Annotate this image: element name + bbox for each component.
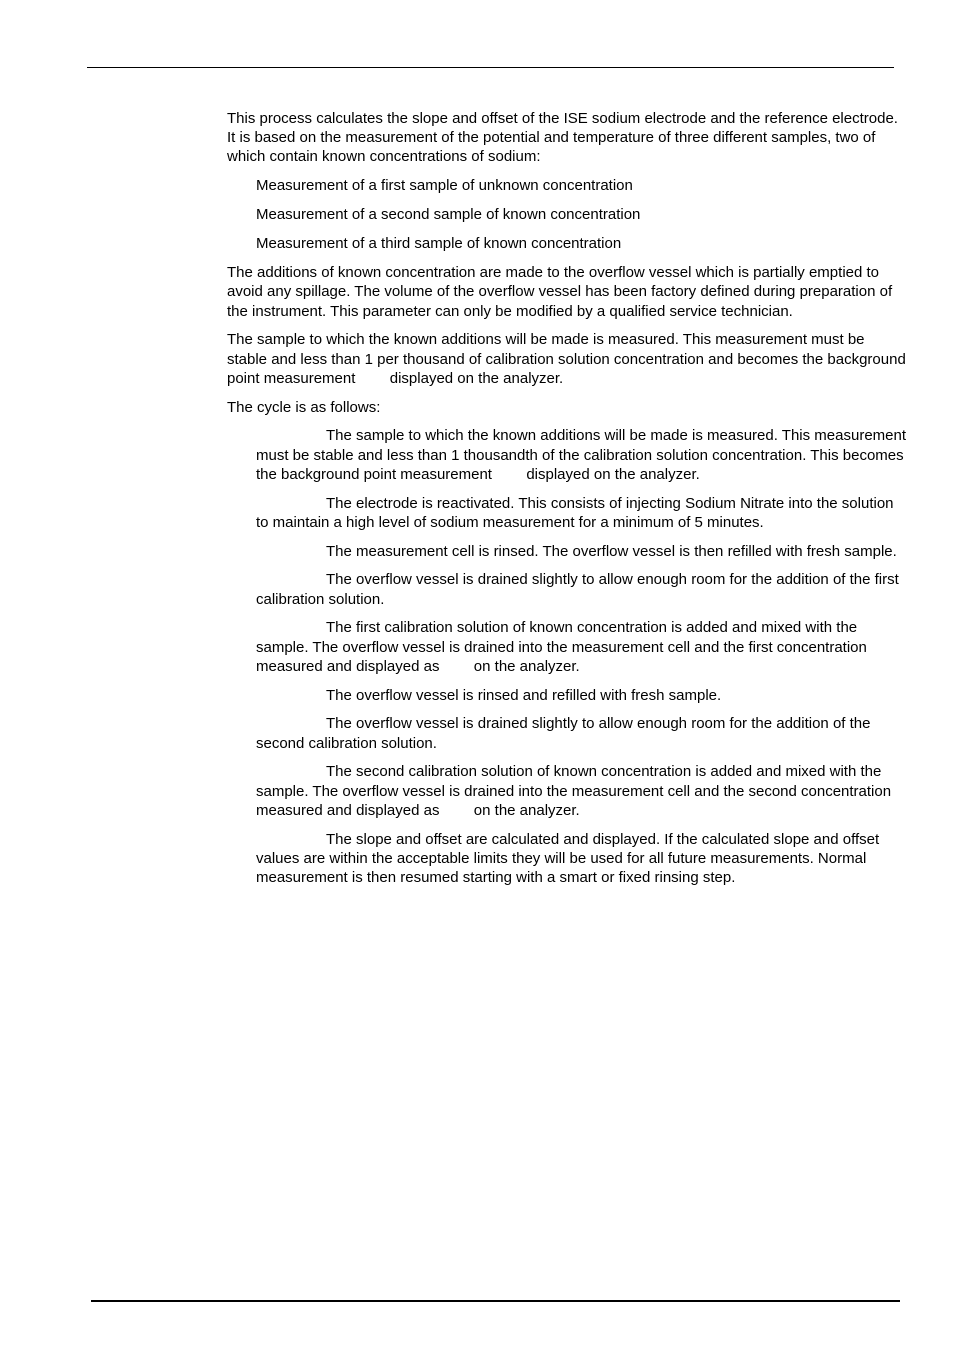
document-body: [227, 109, 907, 897]
cycle-step: [256, 762, 907, 820]
sample-text: The sample to which the known additions will be made is measured. This measurement must be stable and less than 1 per thousand of calibration solution concentration and becomes the background point measurement: [227, 331, 906, 387]
cycle-step: The measurement cell is rinsed. The overflow vessel is then refilled with fresh sample.: [326, 542, 897, 560]
step-text: The first calibration solution of known concentration is added and mixed with the sample. The overflow vessel is drained into the measurement cell and the first concentration measured and displayed as: [256, 619, 867, 675]
measurement-item: Measurement of a third sample of known concentration: [256, 235, 622, 253]
step-text: The second calibration solution of known concentration is added and mixed with the sample. The overflow vessel is drained into the measurement cell and the second concentration measured and displayed as: [256, 763, 892, 819]
intro-paragraph: This process calculates the slope and offset of the ISE sodium electrode and the reference electrode. It is based on the measurement of the potential and temperature of three different samples, two of which contain known concentrations of sodium:: [227, 110, 898, 166]
additions-paragraph: The additions of known concentration are made to the overflow vessel which is partially emptied to avoid any spillage. The volume of the overflow vessel has been factory defined during preparation of the instrument. This parameter can only be modified by a qualified service technician.: [227, 264, 893, 320]
sample-text-end: displayed on the analyzer.: [389, 369, 564, 387]
measurement-item: Measurement of a first sample of unknown concentration: [256, 177, 633, 195]
sample-paragraph: [227, 330, 907, 388]
cycle-step: [256, 426, 907, 484]
cycle-step: [256, 618, 907, 676]
cycle-step: The slope and offset are calculated and displayed. If the calculated slope and offset values are within the acceptable limits they will be used for all future measurements. Normal measurement is then resumed starting with a smart or fixed rinsing step.: [256, 830, 880, 887]
cycle-step: The electrode is reactivated. This consists of injecting Sodium Nitrate into the solution to maintain a high level of sodium measurement for a minimum of 5 minutes.: [256, 494, 894, 531]
cycle-intro: The cycle is as follows:: [227, 398, 381, 416]
cycle-step: The overflow vessel is rinsed and refilled with fresh sample.: [326, 686, 722, 704]
header-rule: [87, 67, 894, 68]
step-text-end: displayed on the analyzer.: [526, 465, 700, 483]
footer-rule: [91, 1300, 900, 1302]
step-text-end: on the analyzer.: [473, 801, 580, 819]
step-text-end: on the analyzer.: [473, 657, 580, 675]
measurement-item: Measurement of a second sample of known concentration: [256, 206, 641, 224]
cycle-step: The overflow vessel is drained slightly to allow enough room for the addition of the second calibration solution.: [256, 715, 871, 752]
step-text: The sample to which the known additions will be made is measured. This measurement must be stable and less than 1 thousandth of the calibration solution concentration. This becomes the background point measurement: [256, 427, 907, 483]
cycle-step: The overflow vessel is drained slightly to allow enough room for the addition of the first calibration solution.: [256, 571, 899, 608]
